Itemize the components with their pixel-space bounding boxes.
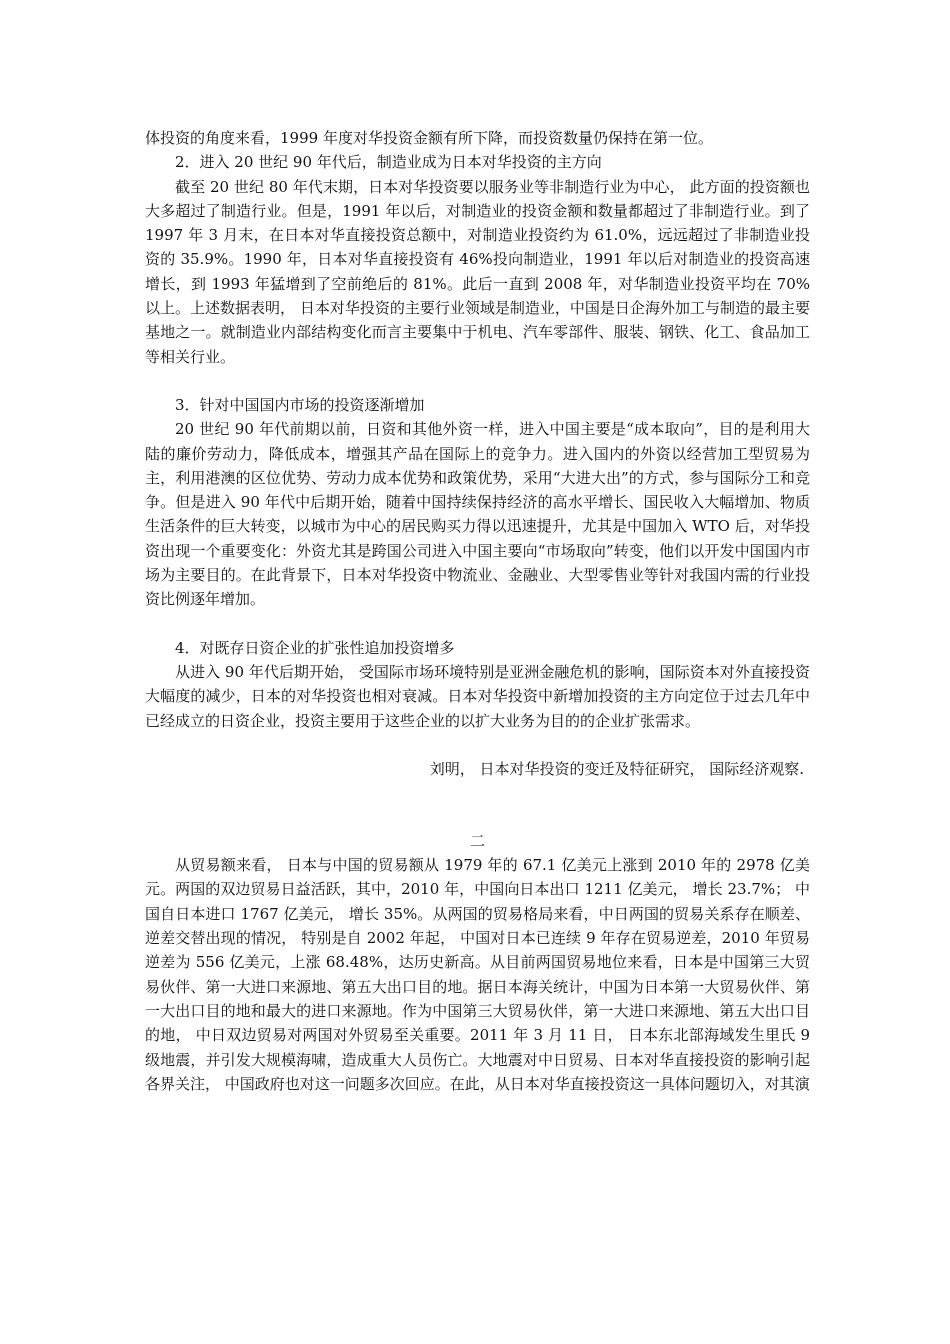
heading-domestic-market: 3．针对中国国内市场的投资逐渐增加 <box>175 395 425 414</box>
spacer <box>145 612 810 636</box>
manufacturing-paragraph: 截至 20 世纪 80 年代末期，日本对华投资要以服务业等非制造行业为中心， 此方面的投资额也大多超过了制造行业。但是，1991 年以后，对制造业的投资金额和数量都超过了非制造行业。到了 1997 年 3 月末，在日本对华直接投资总额中，对制造业投资约为 61.0%，远远超过了非制造业投资的 35.9%。1990 年，日本对华直接投资有 46%投向制造业，1991 年以后对制造业的投资高速增长，到 1993 年猛增到了空前绝后的 81%。此后一直到 2008 年，对华制造业投资平均在 70%以上。上述数据表明， 日本对华投资的主要行业领域是制造业，中国是日企海外加工与制造的最主要基地之一。就制造业内部结构变化而言主要集中于机电、汽车零部件、服装、钢铁、化工、食品加工等相关行业。 <box>145 177 810 366</box>
spacer <box>145 369 810 393</box>
spacer <box>145 781 810 829</box>
domestic-market-paragraph: 20 世纪 90 年代前期以前，日资和其他外资一样，进入中国主要是“成本取向”，目的是利用大陆的廉价劳动力，降低成本，增强其产品在国际上的竞争力。进入国内的外资以经营加工型贸易为主，利用港澳的区位优势、劳动力成本优势和政策优势，采用“大进大出”的方式，参与国际分工和竞争。但是进入 90 年代中后期开始，随着中国持续保持经济的高水平增长、国民收入大幅增加、物质生活条件的巨大转变，以城市为中心的居民购买力得以迅速提升，尤其是中国加入 WTO 后，对华投资出现一个重要变化：外资尤其是跨国公司进入中国主要向“市场取向”转变，他们以开发中国国内市场为主要目的。在此背景下，日本对华投资中物流业、金融业、大型零售业等针对我国内需的行业投资比例逐年增加。 <box>145 420 810 609</box>
citation: 刘明， 日本对华投资的变迁及特征研究， 国际经济观察. <box>429 759 804 778</box>
trade-paragraph: 从贸易额来看， 日本与中国的贸易额从 1979 年的 67.1 亿美元上涨到 2010 年的 2978 亿美元。两国的双边贸易日益活跃，其中，2010 年，中国向日本出口 1211 亿美元， 增长 23.7%； 中国自日本进口 1767 亿美元， 增长 35%。从两国的贸易格局来看，中日两国的贸易关系存在顺差、逆差交替出现的情况， 特别是自 2002 年起， 中国对日本已连续 9 年存在贸易逆差，2010 年贸易逆差为 556 亿美元，上涨 68.48%，达历史新高。从目前两国贸易地位来看，日本是中国第三大贸易伙伴、第一大进口来源地、第五大出口目的地。据日本海关统计，中国为日本第一大贸易伙伴、第一大出口目的地和最大的进口来源地。作为中国第三大贸易伙伴，第一大进口来源地、第五大出口目的地， 中日双边贸易对两国对外贸易至关重要。2011 年 3 月 11 日， 日本东北部海域发生里氏 9 级地震，并引发大规模海啸，造成重大人员伤亡。大地震对中日贸易、日本对华直接投资的影响引起各界关注， 中国政府也对这一问题多次回应。在此，从日本对华直接投资这一具体问题切入，对其演 <box>145 856 810 1093</box>
section-number: 二 <box>469 832 485 851</box>
spacer <box>145 733 810 757</box>
heading-expansion-investment: 4．对既存日资企业的扩张性追加投资增多 <box>175 638 455 657</box>
heading-manufacturing: 2．进入 20 世纪 90 年代后，制造业成为日本对华投资的主方向 <box>175 153 602 172</box>
expansion-investment-paragraph: 从进入 90 年代后期开始， 受国际市场环境特别是亚洲金融危机的影响，国际资本对外直接投资大幅度的减少，日本的对华投资也相对衰减。日本对华投资中新增加投资的主方向定位于过去几年中已经成立的日资企业，投资主要用于这些企业的以扩大业务为目的的企业扩张需求。 <box>145 662 810 730</box>
intro-tail-paragraph: 体投资的角度来看，1999 年度对华投资金额有所下降，而投资数量仍保持在第一位。 <box>145 129 713 147</box>
document-page <box>145 126 810 1096</box>
